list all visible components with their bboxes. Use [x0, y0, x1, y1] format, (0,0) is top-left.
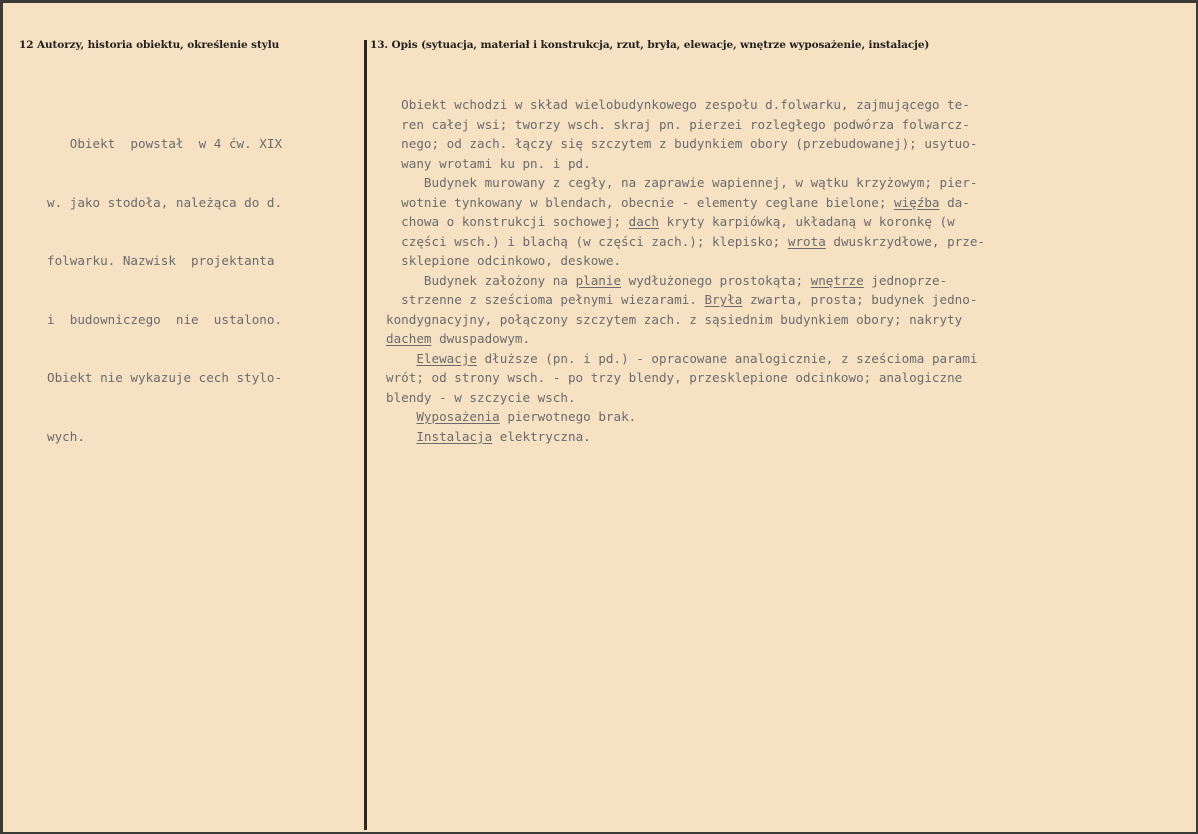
text-segment: wotnie tynkowany w blendach, obecnie - elementy ceglane bielone;	[386, 194, 894, 210]
section-12-header: 12 Autorzy, historia obiektu, określenie stylu	[19, 39, 280, 51]
text-line	[386, 232, 985, 252]
text-line	[386, 251, 985, 271]
underlined-term: planie	[575, 272, 622, 288]
underlined-term: dach	[628, 214, 659, 229]
column-divider	[364, 40, 367, 830]
text-segment: dwuspadowym.	[431, 331, 531, 346]
text-segment: blendy - w szczycie wsch.	[386, 389, 576, 405]
section-13-header: 13. Opis (sytuacja, materiał i konstrukcja, rzut, bryła, elewacje, wnętrze wyposażenie, instalacje)	[370, 39, 930, 51]
underlined-term: wnętrze	[810, 272, 864, 288]
text-line: Obiekt nie wykazuje cech stylo-	[47, 370, 283, 385]
text-segment: Obiekt wchodzi w skład wielobudynkowego zespołu d.folwarku, zajmującego te-	[386, 97, 970, 112]
text-segment: zwarta, prosta; budynek jedno-	[742, 292, 978, 307]
text-line	[386, 193, 985, 213]
text-segment: części wsch.) i blachą (w części zach.); klepisko;	[386, 233, 788, 249]
text-line: wych.	[47, 428, 85, 444]
text-line: folwarku. Nazwisk projektanta	[47, 253, 275, 268]
text-line	[386, 154, 985, 174]
underlined-term: Bryła	[704, 292, 743, 307]
text-line	[386, 310, 985, 330]
text-line: w. jako stodoła, należąca do d.	[47, 194, 283, 210]
text-line	[386, 95, 985, 115]
text-segment	[386, 429, 416, 444]
text-segment: dłuższe (pn. i pd.) - opracowane analogicznie, z sześcioma parami	[477, 350, 978, 366]
text-line: i budowniczego nie ustalono.	[47, 311, 283, 327]
text-segment: pierwotnego brak.	[499, 409, 637, 424]
text-line	[386, 115, 985, 135]
text-segment: wany wrotami ku pn. i pd.	[386, 155, 591, 171]
section-13-text	[386, 95, 985, 446]
text-line	[386, 349, 985, 369]
text-segment: nego; od zach. łączy się szczytem z budynkiem obory (przebudowanej); usytuo-	[386, 136, 978, 151]
text-line	[386, 134, 985, 154]
text-segment: kryty karpiówką, układaną w koronkę (w	[658, 214, 955, 229]
text-segment: wydłużonego prostokąta;	[621, 272, 811, 288]
underlined-term: wrota	[787, 233, 826, 249]
text-line	[386, 368, 985, 388]
text-line: Obiekt powstał w 4 ćw. XIX	[47, 136, 283, 151]
text-segment: Budynek murowany z cegły, na zaprawie wapiennej, w wątku krzyżowym; pier-	[386, 175, 978, 190]
underlined-term: Instalacja	[416, 428, 493, 444]
text-segment: dwuskrzydłowe, prze-	[825, 233, 986, 249]
text-segment: elektryczna.	[492, 428, 591, 444]
text-line	[386, 388, 985, 408]
text-line	[386, 173, 985, 193]
text-line	[386, 212, 985, 232]
text-segment: strzenne z sześcioma pełnymi wiezarami.	[386, 292, 705, 307]
underlined-term: dachem	[386, 331, 432, 346]
text-segment: da-	[939, 194, 970, 210]
text-line	[386, 290, 985, 310]
text-segment	[386, 409, 416, 424]
underlined-term: Wyposażenia	[416, 409, 500, 424]
text-line	[386, 329, 985, 349]
text-segment	[386, 351, 416, 366]
text-line	[386, 271, 985, 291]
underlined-term: Elewacje	[416, 350, 478, 366]
text-line	[386, 407, 985, 427]
text-segment: sklepione odcinkowo, deskowe.	[386, 253, 622, 268]
text-segment: Budynek założony na	[386, 272, 576, 288]
text-segment: chowa o konstrukcji sochowej;	[386, 214, 629, 229]
inventory-card	[3, 3, 1196, 832]
text-line	[386, 427, 985, 447]
text-segment: wrót; od strony wsch. - po trzy blendy, przesklepione odcinkowo; analogiczne	[386, 370, 963, 385]
text-segment: jednoprze-	[863, 272, 948, 288]
section-12-text	[47, 95, 282, 485]
text-segment: kondygnacyjny, połączony szczytem zach. z sąsiednim budynkiem obory; nakryty	[386, 311, 963, 327]
underlined-term: więźba	[894, 194, 940, 210]
text-segment: ren całej wsi; tworzy wsch. skraj pn. pierzei rozległego podwórza folwarcz-	[386, 116, 970, 132]
